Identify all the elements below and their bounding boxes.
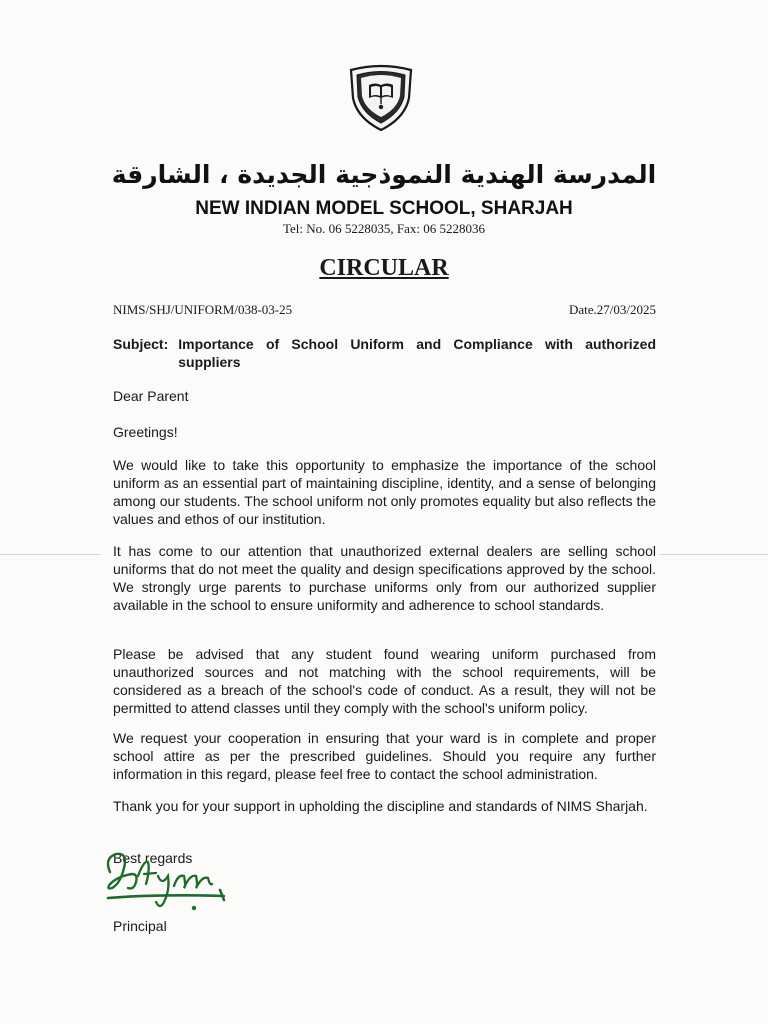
paragraph-cooperation: We request your cooperation in ensuring that your ward is in complete and proper school attire as per the prescribed guidelines. Should you require any further information in this regard, please feel free to contact the school administration. (113, 730, 656, 782)
scan-artifact-line (660, 554, 768, 555)
document-title: CIRCULAR (319, 255, 449, 281)
scan-artifact-line (0, 554, 100, 555)
paragraph-breach-warning: Please be advised that any student found wearing uniform purchased from unauthorized sources and not matching with the school requirements, will be considered as a breach of the school's code of conduct. As a result, they will not be permitted to attend classes until they comply with the school's uniform policy. (113, 646, 656, 716)
closing: Best regards (113, 850, 193, 866)
salutation: Dear Parent (113, 388, 189, 404)
paragraph-thanks: Thank you for your support in upholding the discipline and standards of NIMS Sharjah. (113, 798, 648, 814)
paragraph-unauthorized-dealers: It has come to our attention that unauthorized external dealers are selling school uniforms that do not meet the quality and design specifications approved by the school. We strongly urge parents to purchase uniforms only from our authorized supplier available in the school to ensure uniformity and adherence to school standards. (113, 543, 656, 613)
reference-number: NIMS/SHJ/UNIFORM/038-03-25 (113, 302, 293, 317)
school-crest-icon (347, 64, 415, 132)
school-contact: Tel: No. 06 5228035, Fax: 06 5228036 (282, 221, 486, 236)
subject-line (113, 335, 656, 371)
school-name: NEW INDIAN MODEL SCHOOL, SHARJAH (195, 198, 573, 219)
subject-text: Importance of School Uniform and Compliance with authorized suppliers (178, 336, 656, 370)
document-date: Date.27/03/2025 (568, 302, 656, 317)
subject-label: Subject: (113, 336, 169, 352)
handwritten-signature (98, 840, 238, 915)
signatory-title: Principal (113, 918, 167, 934)
greeting: Greetings! (113, 424, 178, 440)
paragraph-importance: We would like to take this opportunity to emphasize the importance of the school uniform as an essential part of maintaining discipline, identity, and a sense of belonging among our students. The school uniform not only promotes equality but also reflects the values and ethos of our institution. (113, 457, 656, 527)
school-name-arabic: المدرسة الهندية النموذجية الجديدة ، الشارقة (111, 160, 657, 189)
